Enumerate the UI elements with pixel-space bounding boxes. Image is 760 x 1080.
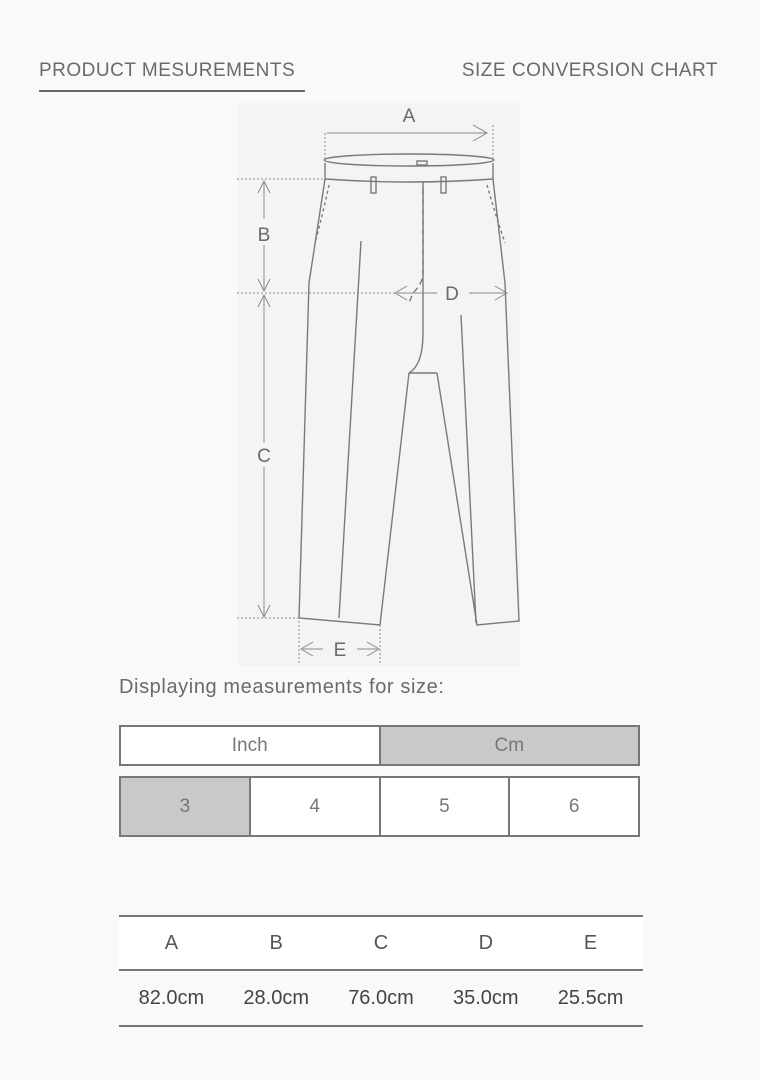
unit-inch-button[interactable]: Inch — [119, 725, 381, 766]
unit-cm-button[interactable]: Cm — [381, 725, 641, 766]
size-selector — [119, 776, 640, 837]
value-d: 35.0cm — [452, 986, 519, 1009]
table-row — [119, 971, 643, 1027]
header-b: B — [269, 931, 283, 954]
value-c: 76.0cm — [348, 986, 414, 1009]
trousers-illustration — [237, 103, 520, 666]
size-option-6[interactable]: 6 — [510, 776, 640, 837]
value-e: 25.5cm — [557, 986, 624, 1009]
table-header-row — [119, 915, 643, 971]
label-e: E — [333, 640, 347, 661]
size-option-4[interactable]: 4 — [251, 776, 381, 837]
header-a: A — [164, 931, 179, 954]
value-a: 82.0cm — [138, 986, 205, 1009]
tab-size-conversion-chart[interactable]: SIZE CONVERSION CHART — [461, 60, 718, 81]
size-option-3[interactable]: 3 — [119, 776, 251, 837]
trousers-diagram — [237, 103, 520, 666]
unit-toggle — [119, 725, 640, 766]
label-c: C — [257, 446, 271, 467]
size-option-5[interactable]: 5 — [381, 776, 511, 837]
header-e: E — [583, 931, 598, 954]
size-caption: Displaying measurements for size: — [119, 676, 445, 698]
header-d: D — [478, 931, 494, 954]
tab-bar — [0, 60, 760, 100]
measurement-table — [119, 915, 643, 1027]
label-b: B — [257, 225, 271, 246]
label-a: A — [402, 106, 416, 127]
tab-product-measurements[interactable]: PRODUCT MESUREMENTS — [39, 60, 305, 92]
label-d: D — [445, 284, 459, 305]
value-b: 28.0cm — [243, 986, 309, 1009]
header-c: C — [373, 931, 389, 954]
